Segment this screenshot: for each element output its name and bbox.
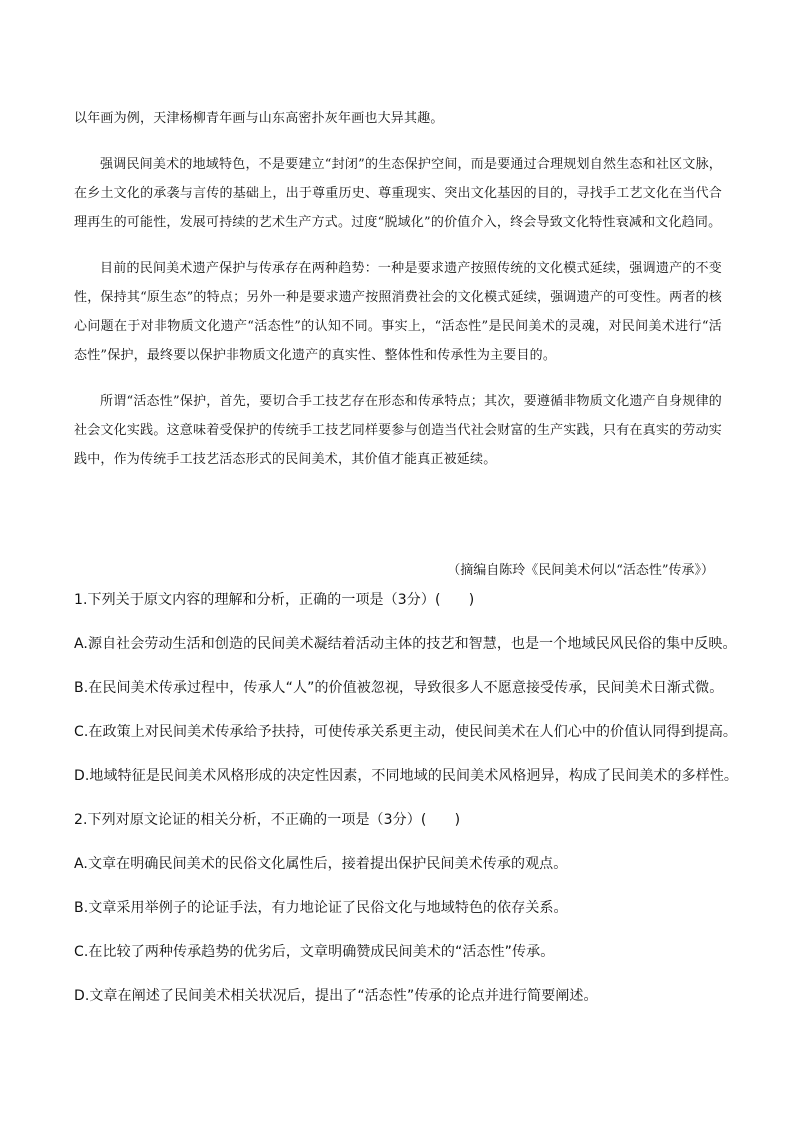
- question-2-option-b: B.文章采用举例子的论证手法，有力地论证了民俗文化与地域特色的依存关系。: [74, 900, 568, 916]
- reading-passage: [74, 104, 722, 491]
- question-1-option-d: D.地域特征是民间美术风格形成的决定性因素，不同地域的民间美术风格迥异，构成了民间美术的多样性。: [74, 768, 739, 784]
- question-1-option-c: C.在政策上对民间美术传承给予扶持，可使传承关系更主动，使民间美术在人们心中的价值认同得到提高。: [74, 724, 738, 740]
- passage-source-citation: （摘编自陈玲《民间美术何以“活态性”传承》）: [447, 563, 714, 578]
- passage-paragraph-4: 所谓“活态性”保护，首先，要切合手工技艺存在形态和传承特点；其次，要遵循非物质文化遗产自身规律的社会文化实践。这意味着受保护的传统手工技艺同样要参与创造当代社会财富的生产实践，只有在真实的劳动实践中，作为传统手工技艺活态形式的民间美术，其价值才能真正被延续。: [74, 394, 722, 467]
- question-2-option-a: A.文章在明确民间美术的民俗文化属性后，接着提出保护民间美术传承的观点。: [74, 856, 568, 872]
- question-2-option-d: D.文章在阐述了民间美术相关状况后，提出了“活态性”传承的论点并进行简要阐述。: [74, 988, 598, 1004]
- question-1-stem: 1.下列关于原文内容的理解和分析，正确的一项是（3分）( ): [74, 592, 475, 608]
- question-section: [74, 578, 739, 1018]
- question-2-stem: 2.下列对原文论证的相关分析，不正确的一项是（3分）( ): [74, 812, 461, 828]
- question-2-option-c: C.在比较了两种传承趋势的优劣后，文章明确赞成民间美术的“活态性”传承。: [74, 944, 555, 960]
- passage-paragraph-1: 以年画为例，天津杨柳青年画与山东高密扑灰年画也大异其趣。: [74, 111, 444, 126]
- question-1-option-b: B.在民间美术传承过程中，传承人“人”的价值被忽视，导致很多人不愿意接受传承，民间美术日渐式微。: [74, 680, 724, 696]
- passage-paragraph-3: 目前的民间美术遗产保护与传承存在两种趋势：一种是要求遗产按照传统的文化模式延续，强调遗产的不变性，保持其“原生态”的特点；另外一种是要求遗产按照消费社会的文化模式延续，强调遗产的可变性。两者的核心问题在于对非物质文化遗产“活态性”的认知不同。事实上，“活态性”是民间美术的灵魂，对民间美术进行“活态性”保护，最终要以保护非物质文化遗产的真实性、整体性和传承性为主要目的。: [74, 261, 722, 363]
- question-1-option-a: A.源自社会劳动生活和创造的民间美术凝结着活动主体的技艺和智慧，也是一个地域民风民俗的集中反映。: [74, 636, 737, 652]
- passage-paragraph-2: 强调民间美术的地域特色，不是要建立“封闭”的生态保护空间，而是要通过合理规划自然生态和社区文脉，在乡土文化的承袭与言传的基础上，出于尊重历史、尊重现实、突出文化基因的目的，寻找手工艺文化在当代合理再生的可能性，发展可持续的艺术生产方式。过度“脱域化”的价值介入，终会导致文化特性衰减和文化趋同。: [74, 157, 722, 230]
